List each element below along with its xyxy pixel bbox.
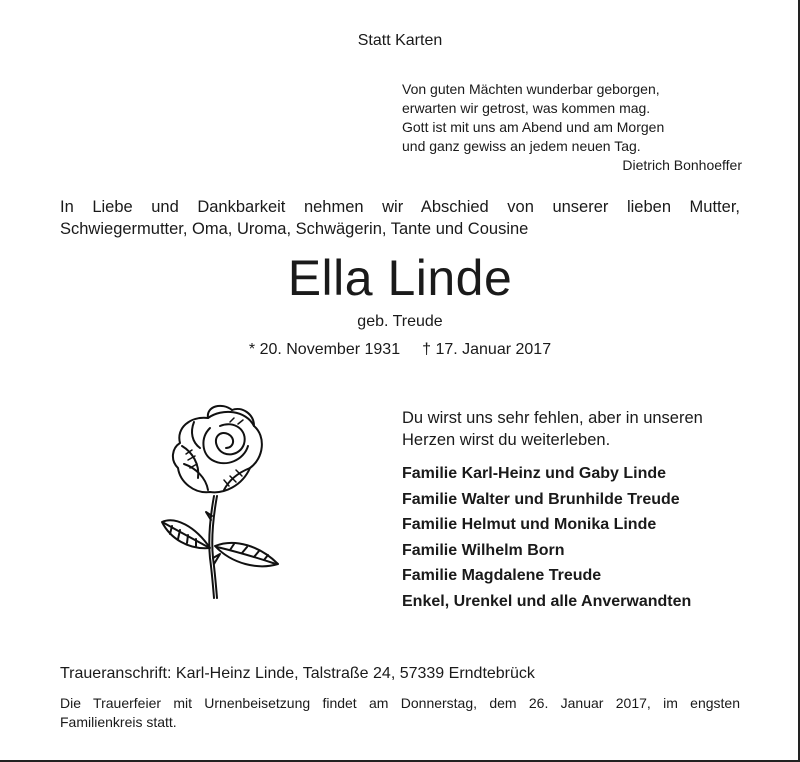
message-line: Du wirst uns sehr fehlen, aber in unseren <box>402 409 703 427</box>
family-entry: Familie Magdalene Treude <box>402 567 602 585</box>
quote-line: Gott ist mit uns am Abend und am Morgen <box>402 119 665 135</box>
deceased-name: Ella Linde <box>287 250 513 306</box>
message-text <box>402 407 742 451</box>
ceremony-line: Familienkreis statt. <box>60 714 177 730</box>
family-entry: Familie Walter und Brunhilde Treude <box>402 490 680 508</box>
rose-icon <box>150 398 300 603</box>
family-list <box>402 461 762 615</box>
intro-text <box>60 196 740 240</box>
quote-block <box>402 80 742 175</box>
quote-line: Von guten Mächten wunderbar geborgen, <box>402 81 660 97</box>
birth-date: * 20. November 1931 <box>248 341 401 358</box>
ceremony-line: Die Trauerfeier mit Urnenbeisetzung findet am Donnerstag, dem 26. Januar 2017, im engsten <box>60 695 740 711</box>
death-date: † 17. Januar 2017 <box>422 341 552 358</box>
family-entry: Familie Wilhelm Born <box>402 541 565 559</box>
header-text: Statt Karten <box>357 32 443 49</box>
family-entry: Enkel, Urenkel und alle Anverwandten <box>402 592 692 610</box>
mourning-address: Traueranschrift: Karl-Heinz Linde, Talstraße 24, 57339 Erndtebrück <box>60 665 535 682</box>
ceremony-info <box>60 694 740 732</box>
quote-author: Dietrich Bonhoeffer <box>622 157 742 173</box>
family-entry: Familie Helmut und Monika Linde <box>402 516 657 534</box>
intro-line: Schwiegermutter, Oma, Uroma, Schwägerin, Tante und Cousine <box>60 220 529 238</box>
life-dates <box>0 341 800 359</box>
intro-line: In Liebe und Dankbarkeit nehmen wir Abschied von unserer lieben Mutter, <box>60 198 740 216</box>
quote-line: erwarten wir getrost, was kommen mag. <box>402 100 651 116</box>
family-entry: Familie Karl-Heinz und Gaby Linde <box>402 465 667 482</box>
message-line: Herzen wirst du weiterleben. <box>402 431 611 449</box>
quote-line: und ganz gewiss an jedem neuen Tag. <box>402 138 641 154</box>
birth-name: geb. Treude <box>357 313 443 330</box>
